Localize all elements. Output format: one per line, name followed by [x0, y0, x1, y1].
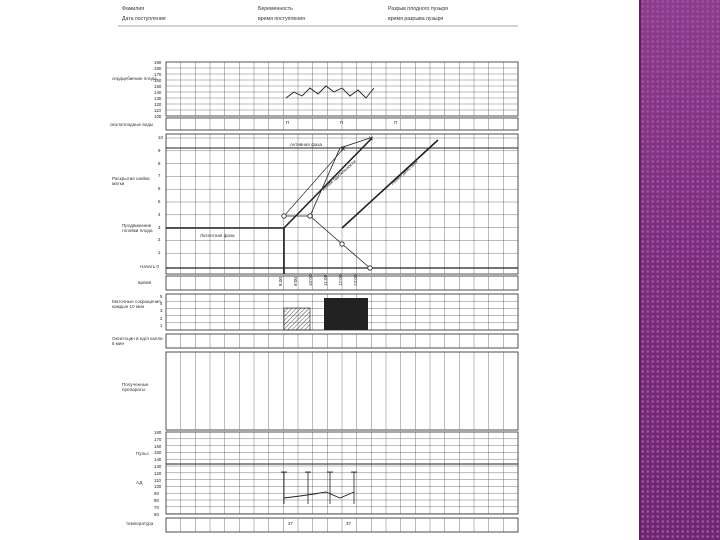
pulse-tick: 160	[154, 443, 162, 449]
contraction-tick: 5	[160, 294, 163, 299]
dilation-tick: 3	[158, 224, 161, 230]
surname-label: Фамилия	[122, 6, 145, 12]
dilation-tick: 6	[158, 186, 161, 192]
dilation-tick: 4	[158, 211, 161, 217]
fhr-tick: 160	[154, 78, 162, 83]
descent-point	[368, 266, 372, 270]
contraction-filled	[324, 298, 368, 330]
dilation-tick: 10	[158, 135, 163, 140]
contraction-tick: 4	[160, 301, 163, 307]
label-contractions: Маточные сокращения каждые 10 мин	[112, 299, 161, 309]
descent-plot	[310, 216, 370, 268]
pulse-tick: 70	[154, 504, 159, 510]
partograph-document	[108, 0, 528, 540]
contraction-hatched	[284, 308, 310, 330]
pulse-tick: 110	[154, 477, 161, 483]
time-label: 8:00	[278, 277, 283, 286]
fhr-tick: 130	[154, 96, 162, 101]
descent-point	[308, 214, 312, 218]
pulse-tick: 80	[154, 498, 159, 503]
fhr-tick: 180	[154, 66, 162, 71]
dilation-mark: ✕	[340, 146, 346, 153]
pulse-tick: 180	[154, 430, 162, 435]
pulse-tick: 140	[154, 457, 162, 463]
partograph-grid	[108, 0, 528, 540]
label-oxytocin: Окситоцин в ед/л капли в мин	[112, 336, 163, 346]
membrane-rupture-time-label: время разрыва пузыря	[388, 16, 444, 22]
dilation-tick: 1	[158, 250, 161, 256]
amniotic-mark: П	[286, 120, 290, 125]
admission-time-label: время поступления	[258, 16, 305, 22]
admission-date-label: Дата поступления	[122, 16, 166, 22]
fhr-tick: 170	[154, 72, 162, 77]
contraction-tick: 3	[160, 308, 163, 314]
contraction-tick: 1	[160, 322, 163, 328]
dilation-tick: 9	[158, 147, 161, 153]
pregnancy-label: Беременность	[258, 6, 293, 12]
fhr-tick: 120	[154, 102, 162, 107]
label-temperature: температура	[126, 521, 154, 526]
time-label: 12:00	[338, 274, 343, 286]
time-label: 10:00	[308, 274, 313, 286]
label-descent-marker: Начать 0	[140, 264, 159, 269]
label-action-line: Линия действия	[390, 159, 419, 186]
time-label: 11:00	[323, 274, 328, 286]
time-label: 9:00	[293, 277, 298, 286]
fhr-tick: 110	[154, 108, 161, 113]
alert-line	[284, 138, 372, 228]
fhr-tick: 140	[154, 90, 162, 95]
label-alert-line: Линия бдительности	[321, 158, 357, 192]
label-hours: время	[138, 280, 152, 285]
dilation-dashed	[284, 148, 344, 216]
label-cervix-dilation: Раскрытие шейки матки	[112, 176, 150, 186]
dilation-tick: 2	[158, 237, 161, 243]
time-label: 13:00	[353, 274, 358, 286]
dilation-tick: 8	[158, 160, 161, 166]
amniotic-mark: П	[394, 120, 398, 125]
fhr-tick: 150	[154, 84, 162, 89]
contraction-tick: 2	[160, 315, 163, 321]
descent-point	[340, 242, 344, 246]
amniotic-mark: П	[340, 120, 344, 125]
label-bp: АД	[136, 480, 143, 485]
label-drugs: Полученные препараты	[122, 382, 149, 392]
temperature-value: 37	[346, 521, 351, 526]
dilation-tick: 5	[158, 199, 161, 204]
label-amniotic-fluid: околоплодные воды	[110, 122, 154, 127]
dilation-mark: ✕	[368, 136, 374, 143]
pulse-tick: 100	[154, 484, 162, 490]
label-head-descent: Продвижение головки плода	[122, 223, 153, 233]
label-active-phase: Активная фаза	[290, 142, 323, 147]
membrane-rupture-label: Разрыв плодного пузыря	[388, 6, 448, 12]
label-latent-phase: Латентная фаза	[200, 233, 235, 238]
pulse-tick: 90	[154, 491, 159, 497]
fhr-tick: 190	[154, 60, 162, 65]
pulse-trace	[284, 492, 354, 498]
pulse-tick: 130	[154, 464, 162, 469]
label-pulse: Пульс	[136, 451, 149, 456]
fhr-tick: 100	[154, 114, 162, 119]
temperature-value: 37	[288, 521, 293, 526]
pulse-tick: 120	[154, 470, 162, 476]
dilation-tick: 7	[158, 173, 161, 179]
descent-point	[282, 214, 286, 218]
pulse-tick: 170	[154, 436, 162, 442]
decorative-side-band	[641, 0, 720, 540]
dilation-plot	[284, 138, 370, 216]
pulse-tick: 150	[154, 450, 162, 456]
pulse-tick: 60	[154, 511, 159, 517]
label-fetal-heart-rate: сердцебиение плода	[112, 76, 157, 81]
